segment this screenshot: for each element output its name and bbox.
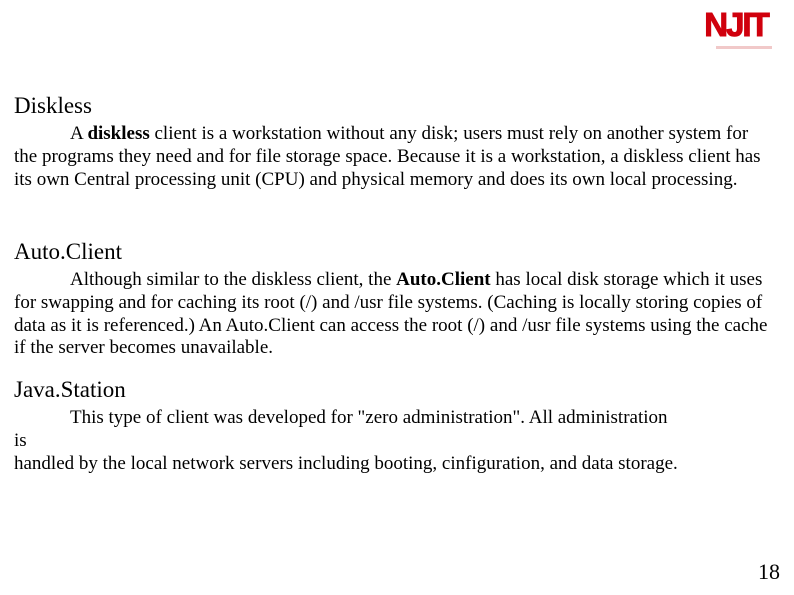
para-text: A (70, 123, 88, 144)
paragraph-javastation-line1: This type of client was developed for "zero administration". All administration (70, 407, 668, 428)
paragraph-autoclient (14, 269, 774, 360)
section-javastation (14, 377, 774, 475)
term-bold: Auto.Client (396, 269, 491, 290)
paragraph-diskless (14, 123, 774, 191)
heading-javastation: Java.Station (14, 377, 126, 402)
page-number: 18 (758, 559, 780, 584)
section-diskless (14, 93, 774, 191)
heading-diskless: Diskless (14, 93, 92, 118)
logo-tagline (716, 46, 772, 49)
logo-text: NJIT (704, 6, 768, 43)
paragraph-javastation-line2: is (14, 429, 27, 451)
section-autoclient (14, 239, 774, 360)
para-text: Although similar to the diskless client, the (70, 269, 397, 290)
njit-logo (694, 6, 778, 50)
para-text: has local disk storage which it uses for swapping and for caching its root (/) and /usr file systems. (Caching is locally storing copies of data as it is referenced.) An Auto.Client can access the root (/) and /usr file systems using the cache if the server becomes unavailable. (14, 269, 768, 359)
para-text: client is a workstation without any disk; users must rely on another system for the programs they need and for file storage space. Because it is a workstation, a diskless client has its own Central processing unit (CPU) and physical memory and does its own local processing. (14, 123, 761, 190)
paragraph-javastation-line3: handled by the local network servers including booting, cinfiguration, and data storage. (14, 452, 678, 474)
heading-autoclient: Auto.Client (14, 239, 122, 264)
term-bold: diskless (87, 123, 150, 144)
